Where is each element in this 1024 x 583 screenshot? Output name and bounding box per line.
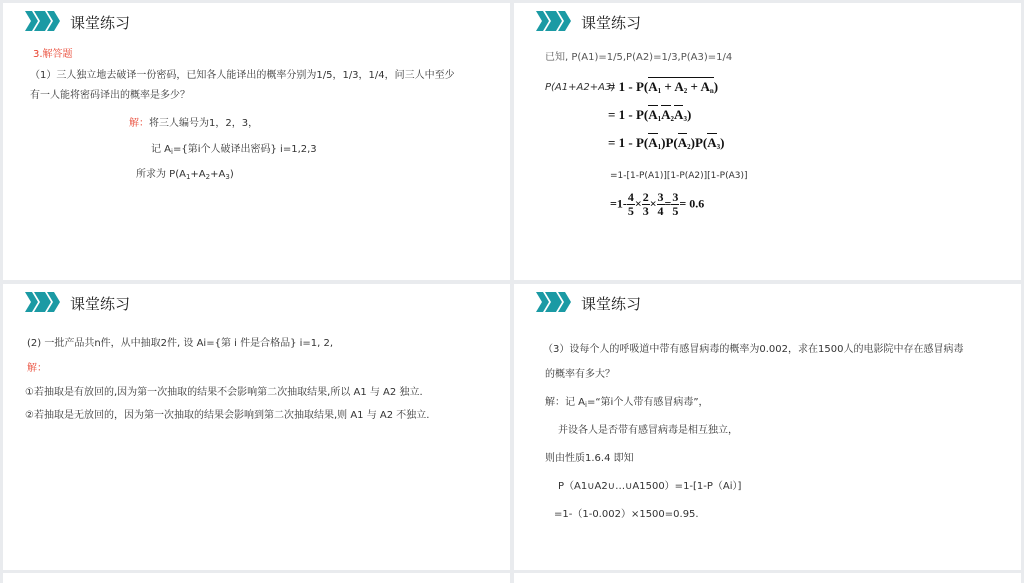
solution-label: 解： [129,118,149,129]
slide-panel-1 [3,3,510,280]
answer-line: ②若抽取是无放回的，因为第一次抽取的结果会影响到第二次抽取结果,则 A1 与 A2 不独立. [25,410,430,421]
fraction: $\frac{4}{5}$ [627,190,634,218]
solution-text: 将三人编号为1，2，3， [149,118,259,129]
question-line: 的概率有多大？ [545,369,615,380]
equation-step: = $1 - P(A_1)P(A_2)P(A_3)$ [608,135,725,151]
slide-title: 课堂练习 [70,295,131,313]
fraction: $\frac{3}{4}$ [657,190,664,218]
question-line: （1）三人独立地去破译一份密码，已知各人能译出的概率分别为1/5，1/3，1/4，问三人中至少 [30,70,455,81]
chevron-right-icon [38,11,60,31]
chevron-right-icon [38,292,60,312]
equation-step: =1-[1-P(A1)][1-P(A2)][1-P(A3)] [610,171,748,181]
solution-line [129,118,258,130]
equation-step: = $1 - P(A_1 + A_2 + A_n)$ [608,79,719,95]
chevron-right-icon [549,292,571,312]
question-line: （3）设每个人的呼吸道中带有感冒病毒的概率为0.002，求在1500人的电影院中存在感冒病毒 [543,344,964,355]
slide-title: 课堂练习 [581,14,642,32]
target-probability: 所求为 $P(A_1+A_2+A_3)$ [136,169,234,181]
fraction: $\frac{3}{5}$ [672,190,679,218]
fraction: $\frac{2}{3}$ [642,190,649,218]
equation-step: = $1 - P(A_1A_2A_3)$ [608,107,692,123]
chevron-right-icon [549,11,571,31]
slide-panel-6 [514,573,1021,583]
slide-panel-3 [3,284,510,570]
slide-title: 课堂练习 [70,14,131,32]
slide-title: 课堂练习 [581,295,642,313]
equation-result: =1- $\frac{4}{5}$ × $\frac{2}{3}$ × $\frac{3}{4}$ = $\frac{3}{5}$ = 0.6 [610,190,705,218]
solution-line: 解：记 $A_i=“$第i个人带有感冒病毒”， [545,397,709,409]
slide-panel-4 [514,284,1021,570]
section-label: 3.解答题 [33,49,73,60]
answer-line: ①若抽取是有放回的,因为第一次抽取的结果不会影响第二次抽取结果,所以 A1 与 A2 独立. [25,387,423,398]
solution-line: 则由性质1.6.4 即知 [545,453,634,464]
formula-line: P（A1∪A2∪…∪A1500）=1-[1-P（Ai）] [558,481,742,492]
question-line: 有一人能将密码译出的概率是多少？ [30,90,190,101]
solution-label: 解： [27,363,47,374]
solution-line: 并设各人是否带有感冒病毒是相互独立， [558,425,738,436]
slide-panel-5 [3,573,510,583]
question-line: (2) 一批产品共n件，从中抽取2件, 设 Ai={第 i 件是合格品} i=1, 2, [27,338,334,349]
slide-panel-2 [514,3,1021,280]
formula-line: =1-（1-0.002）×1500=0.95. [554,509,699,520]
equation-lhs: P(A1+A2+A3) [545,82,616,93]
given-probabilities: 已知, P(A1)=1/5,P(A2)=1/3,P(A3)=1/4 [545,52,733,63]
event-definition: 记 $A_i=${第i个人破译出密码} i=1,2,3 [151,144,317,156]
